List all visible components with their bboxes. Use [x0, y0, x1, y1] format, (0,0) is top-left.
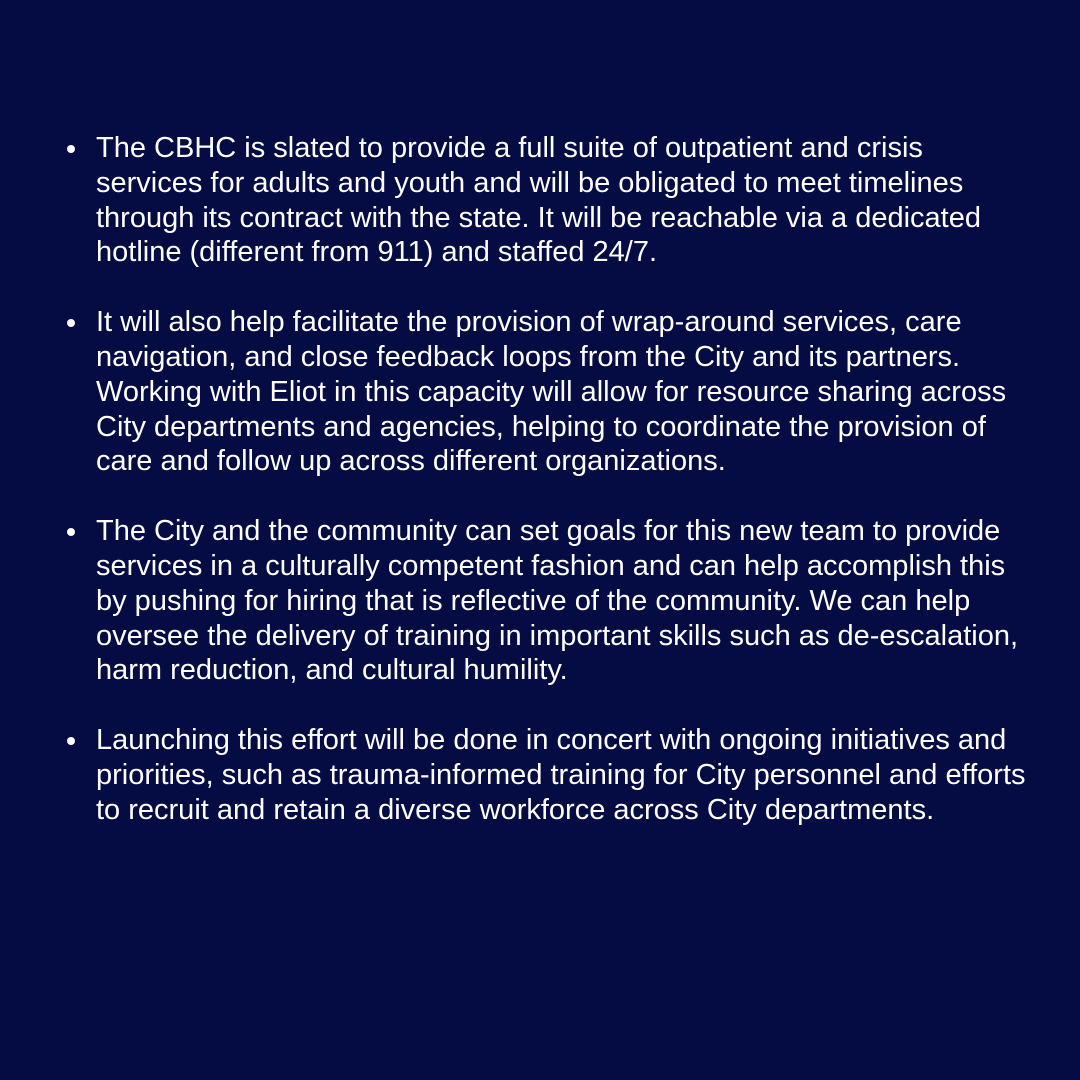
bullet-item [67, 514, 1032, 688]
bullet-text: The City and the community can set goals for this new team to provide services in a culturally competent fashion and can help accomplish this by pushing for hiring that is reflective of the community. We can help oversee the delivery of training in important skills such as de-escalation, harm reduction, and cultural humility. [96, 515, 1019, 687]
bullet-dot-icon [67, 528, 75, 536]
bullet-dot-icon [67, 145, 75, 153]
bullet-text: It will also help facilitate the provision of wrap-around services, care navigation, and close feedback loops from the City and its partners. Working with Eliot in this capacity will allow for resource sharing across City departments and agencies, helping to coordinate the provision of care and follow up across different organizations. [96, 306, 1007, 478]
bullet-text: Launching this effort will be done in concert with ongoing initiatives and priorities, such as trauma-informed training for City personnel and efforts to recruit and retain a diverse workforce across City departments. [96, 724, 1026, 826]
bullet-text: The CBHC is slated to provide a full suite of outpatient and crisis services for adults and youth and will be obligated to meet timelines through its contract with the state. It will be reachable via a dedicated hotline (different from 911) and staffed 24/7. [96, 132, 981, 269]
bullet-list [67, 131, 1032, 863]
bullet-item [67, 305, 1032, 479]
bullet-dot-icon [67, 737, 75, 745]
bullet-dot-icon [67, 319, 75, 327]
bullet-item [67, 131, 1032, 270]
bullet-item [67, 723, 1032, 827]
